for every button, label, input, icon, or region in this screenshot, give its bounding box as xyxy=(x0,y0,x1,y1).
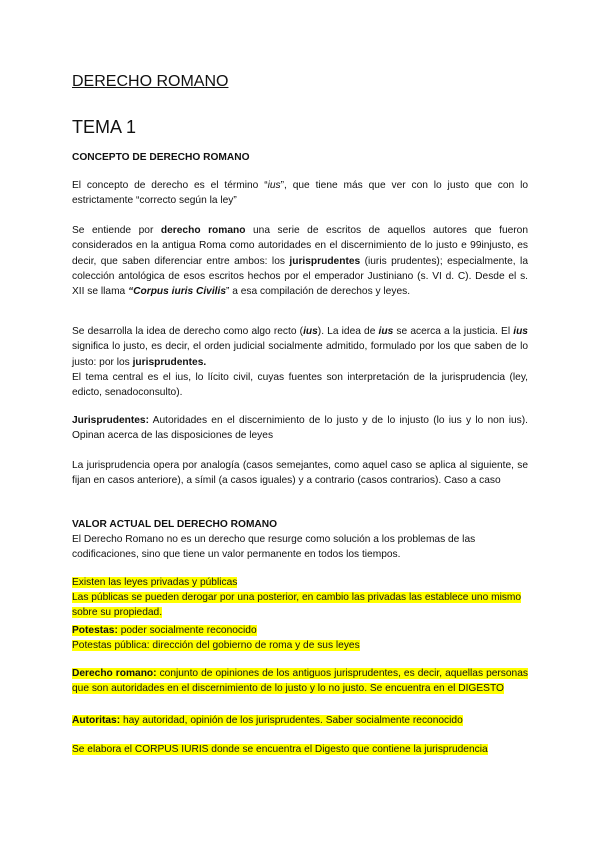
highlight-potestas-publica: Potestas pública: dirección del gobierno de roma y de sus leyes xyxy=(72,640,360,651)
highlight-derogar: Las públicas se pueden derogar por una posterior, en cambio las privadas las establece uno mismo sobre su propiedad. xyxy=(72,592,522,619)
section-heading-valor-actual: VALOR ACTUAL DEL DERECHO ROMANO xyxy=(72,519,278,530)
document-title: DERECHO ROMANO xyxy=(72,73,229,90)
highlight-derecho-romano: Derecho romano: conjunto de opiniones de los antiguos jurisprudentes, es decir, aquellas personas que son autoridades en el discernimiento de lo justo y lo no justo. Se encuentra en el DIGESTO xyxy=(72,668,528,695)
paragraph-valor-actual: El Derecho Romano no es un derecho que resurge como solución a los problemas de las codificaciones, sino que tiene un valor permanente en todos los tiempos. xyxy=(72,534,476,561)
highlight-corpus-iuris: Se elabora el CORPUS IURIS donde se encuentra el Digesto que contiene la jurisprudencia xyxy=(72,744,488,755)
paragraph-analogia: La jurisprudencia opera por analogía (casos semejantes, como aquel caso se aplica al siguiente, se fijan en casos anteriore), a símil (a casos iguales) y a contrario (casos contrarios). Caso a caso xyxy=(72,460,528,487)
section-heading-concepto: CONCEPTO DE DERECHO ROMANO xyxy=(72,152,250,163)
paragraph-jurisprudentes: Jurisprudentes: Autoridades en el discernimiento de lo justo y de lo injusto (lo ius y lo non ius). Opinan acerca de las disposiciones de leyes xyxy=(72,415,528,442)
paragraph-derecho-romano: Se entiende por derecho romano una serie de escritos de aquellos autores que fueron considerados en la antigua Roma como autoridades en el discernimiento de lo justo e 99injusto, es decir, que saben diferenciar entre ambos: los jurisprudentes (iuris prudentes); especialmente, la colección antológica de esos escritos hechos por el emperador Justiniano (s. VI d. C). Desde el s. XII se llama “Corpus iuris Civilis” a esa compilación de derechos y leyes. xyxy=(72,225,528,298)
highlight-potestas: Potestas: poder socialmente reconocido xyxy=(72,625,257,636)
paragraph-idea-derecho: Se desarrolla la idea de derecho como algo recto (ius). La idea de ius se acerca a la justicia. El ius significa lo justo, es decir, el orden judicial socialmente admitido, formulado por los que saben de lo justo: por los jurisprudentes. El tema central es el ius, lo lícito civil, cuyas fuentes son interpretación de la jurisprudencia (ley, edicto, senadoconsulto). xyxy=(72,326,528,399)
highlight-autoritas: Autoritas: hay autoridad, opinión de los jurisprudentes. Saber socialmente reconocido xyxy=(72,715,463,726)
highlight-leyes: Existen las leyes privadas y públicas xyxy=(72,577,238,588)
topic-heading: TEMA 1 xyxy=(72,117,137,137)
paragraph-concepto-ius: El concepto de derecho es el término “ius”, que tiene más que ver con lo justo que con lo estrictamente “correcto según la ley” xyxy=(72,180,528,207)
